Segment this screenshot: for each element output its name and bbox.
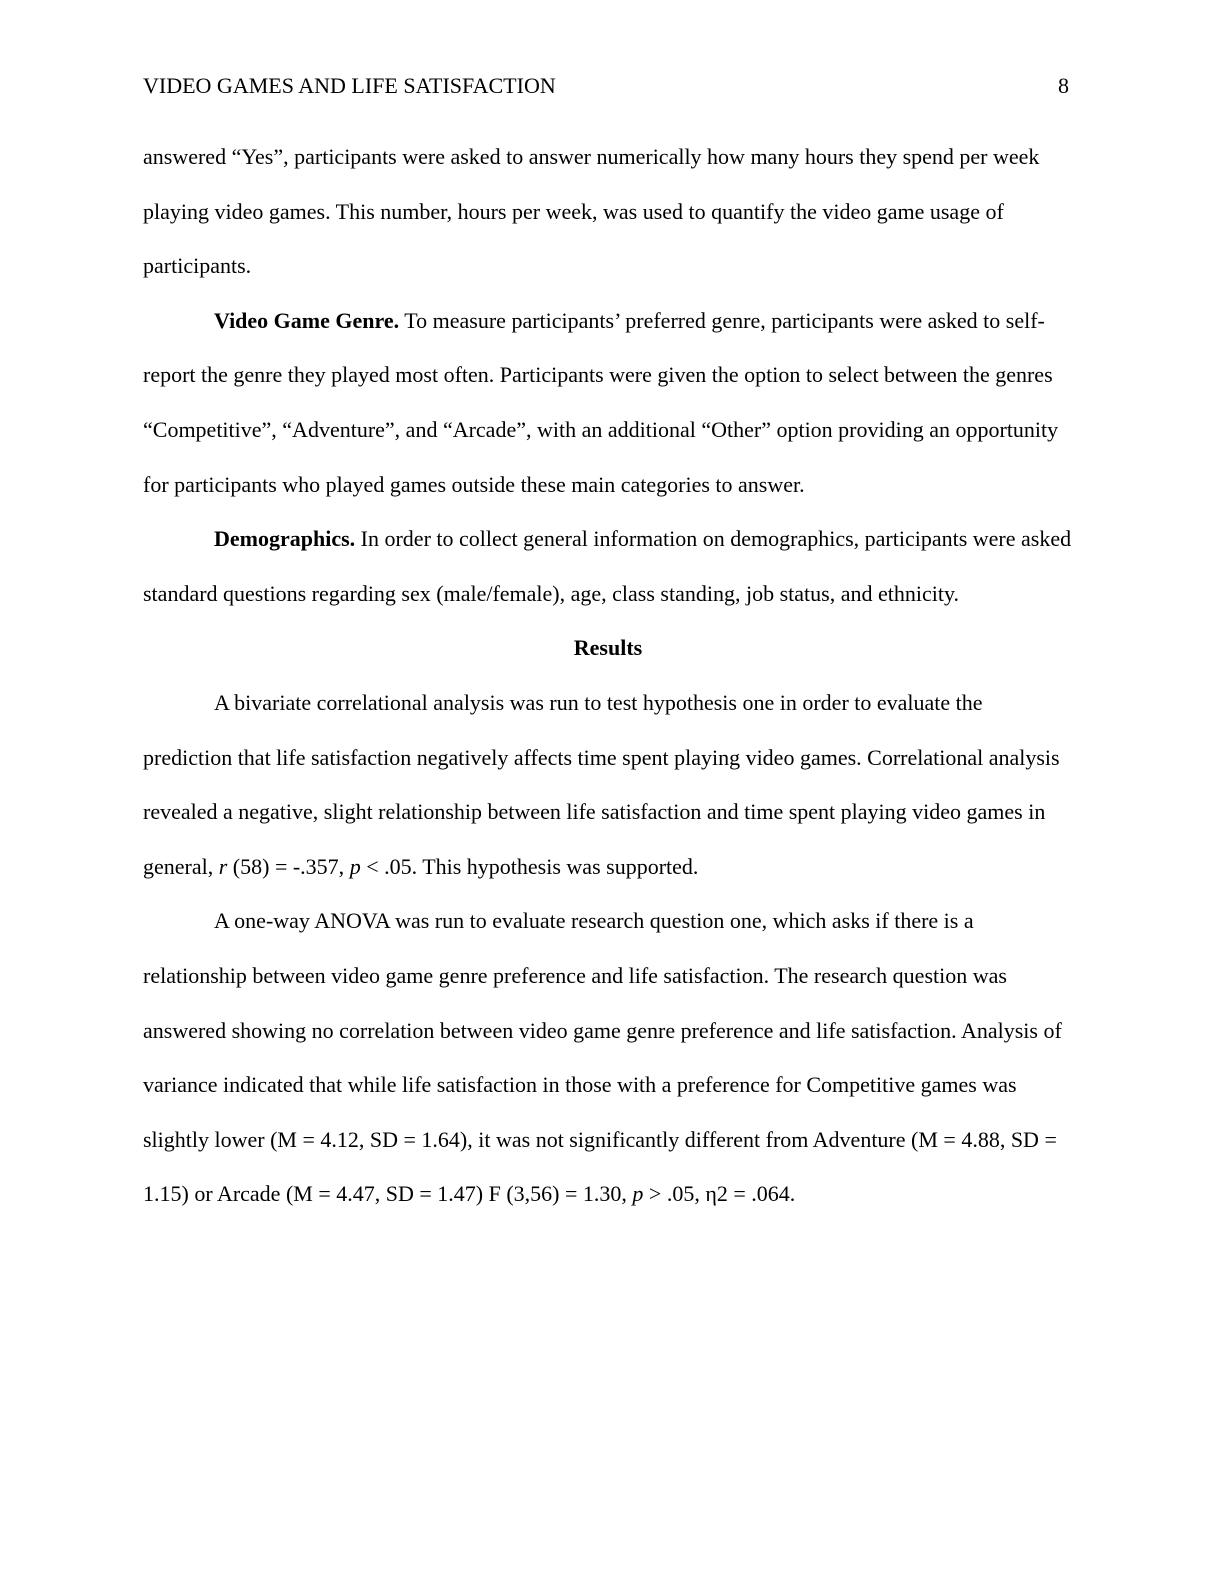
section-heading-results: Results [573,635,643,661]
paragraph-demographics [143,512,1073,621]
paragraph-text: A one-way ANOVA was run to evaluate research question one, which asks if there is a relationship between video game genre preference and life satisfaction. The research question was answered showing no correlation between video game genre preference and life satisfaction. Analysis of variance indicated that while life satisfaction in those with a preference for Competitive games was slightly lower (M = 4.12, SD = 1.64), it was not significantly different from Adventure (M = 4.88, SD = 1.15) or Arcade (M = 4.47, SD = 1.47) F (3,56) = 1.30, [143,908,1062,1207]
stat-symbol-p: p [632,1181,644,1207]
paragraph-correlation [143,676,1073,894]
paragraph-text: > .05, η2 = .064. [643,1181,796,1207]
subsection-heading-demographics: Demographics. [214,526,356,552]
paragraph-text: A bivariate correlational analysis was run to test hypothesis one in order to evaluate the prediction that life satisfaction negatively affects time spent playing video games. Correlational analysis revealed a negative, slight relationship between life satisfaction and time spent playing video games in general, [143,689,1060,879]
page-header [143,72,1069,100]
paragraph-anova [143,894,1073,1222]
paragraph-video-game-genre [143,294,1073,512]
document-body [143,130,1073,1222]
running-head: VIDEO GAMES AND LIFE SATISFACTION [143,73,556,98]
subsection-heading-genre: Video Game Genre. [214,307,400,333]
stat-symbol-p: p [349,853,361,879]
paragraph-text: < .05. This hypothesis was supported. [360,853,699,879]
paragraph-text: In order to collect general information on demographics, participants were asked standard questions regarding sex (male/female), age, class standing, job status, and ethnicity. [143,526,1072,606]
paragraph-video-game-usage [143,130,1073,294]
page-number: 8 [1058,73,1069,98]
stat-symbol-r: r [218,853,228,879]
paragraph-text: (58) = -.357, [227,853,350,879]
paragraph-text: To measure participants’ preferred genre, participants were asked to self-report the genre they played most often. Participants were given the option to select between the genres “Competitive”, “Adventure”, and “Arcade”, with an additional “Other” option providing an opportunity for participants who played games outside these main categories to answer. [143,307,1059,497]
paragraph-text: answered “Yes”, participants were asked to answer numerically how many hours they spend per week playing video games. This number, hours per week, was used to quantify the video game usage of participants. [143,144,1040,279]
